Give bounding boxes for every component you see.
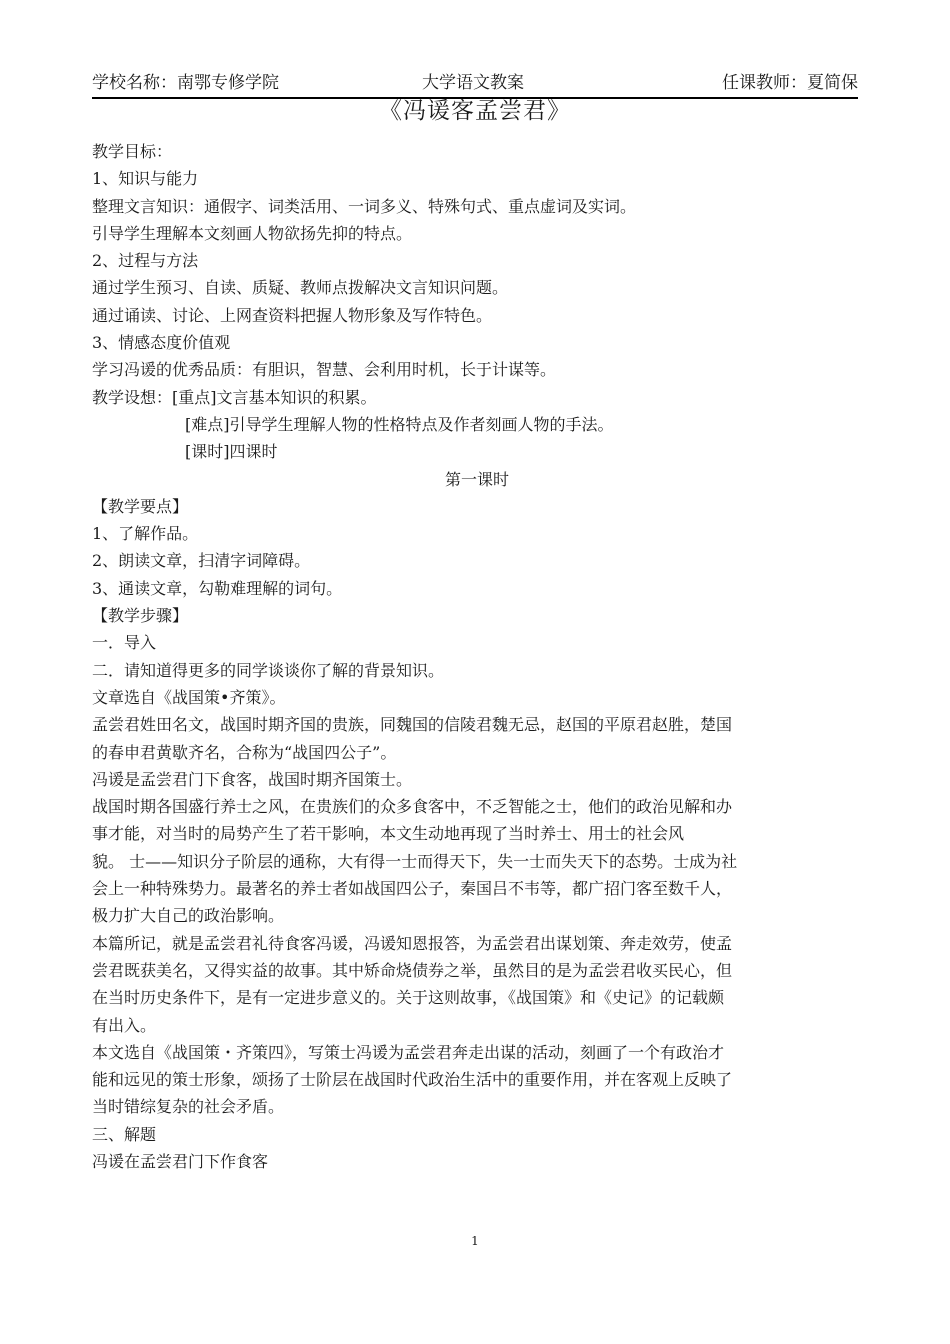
page-number: 1	[471, 1234, 479, 1248]
teaching-plan-key: 教学设想：[重点]文言基本知识的积累。	[92, 387, 377, 407]
section-heading: 教学目标：	[92, 142, 173, 161]
paragraph: 冯谖是孟尝君门下食客，战国时期齐国策士。	[92, 769, 413, 789]
step-heading: 三、解题	[92, 1124, 157, 1144]
list-item: 1、了解作品。	[92, 524, 199, 544]
course-name: 大学语文教案	[422, 73, 524, 93]
document-title: 《冯谖客孟尝君》	[379, 98, 571, 124]
lesson-heading: 第一课时	[444, 469, 509, 489]
paragraph: 貌。 士——知识分子阶层的通称，大有得一士而得天下，失一士而失天下的态势。士成为社	[92, 851, 738, 871]
paragraph: 会上一种特殊势力。最著名的养士者如战国四公子，秦国吕不韦等，都广招门客至数千人，	[92, 879, 733, 899]
list-item: 2、朗读文章，扫清字词障碍。	[92, 551, 311, 571]
paragraph: 能和远见的策士形象，颂扬了士阶层在战国时代政治生活中的重要作用，并在客观上反映了	[92, 1070, 733, 1090]
subheading: 1、知识与能力	[92, 169, 199, 189]
paragraph: 本文选自《战国策・齐策四》，写策士冯谖为孟尝君奔走出谋的活动，刻画了一个有政治才	[92, 1042, 725, 1062]
paragraph: 事才能，对当时的局势产生了若干影响，本文生动地再现了当时养士、用士的社会风	[92, 824, 685, 844]
teaching-plan-hours: [课时]四课时	[185, 442, 278, 462]
paragraph: 引导学生理解本文刻画人物欲扬先抑的特点。	[92, 223, 413, 243]
teaching-plan-difficulty: [难点]引导学生理解人物的性格特点及作者刻画人物的手法。	[185, 414, 614, 434]
paragraph: 冯谖在孟尝君门下作食客	[92, 1151, 269, 1171]
teacher-name: 任课教师：夏简保	[722, 73, 858, 93]
paragraph: 通过诵读、讨论、上网查资料把握人物形象及写作特色。	[92, 305, 493, 325]
document-body	[92, 138, 862, 1175]
school-name: 学校名称：南鄂专修学院	[92, 73, 279, 93]
subheading: 2、过程与方法	[92, 251, 199, 271]
paragraph: 本篇所记，就是孟尝君礼待食客冯谖，冯谖知恩报答，为孟尝君出谋划策、奔走效劳，使孟	[92, 933, 733, 953]
section-heading: 【教学步骤】	[92, 606, 189, 626]
paragraph: 的春申君黄歇齐名，合称为“战国四公子”。	[92, 742, 397, 762]
paragraph: 有出入。	[92, 1015, 157, 1035]
paragraph: 文章选自《战国策•齐策》。	[92, 687, 286, 707]
paragraph: 学习冯谖的优秀品质：有胆识，智慧、会利用时机，长于计谋等。	[92, 360, 557, 380]
list-item: 3、通读文章，勾勒难理解的词句。	[92, 578, 343, 598]
step-heading: 二．请知道得更多的同学谈谈你了解的背景知识。	[92, 660, 445, 680]
step-heading: 一．导入	[92, 633, 157, 653]
paragraph: 战国时期各国盛行养士之风，在贵族们的众多食客中，不乏智能之士，他们的政治见解和办	[92, 797, 733, 817]
subheading: 3、情感态度价值观	[92, 333, 231, 353]
paragraph: 孟尝君姓田名文，战国时期齐国的贵族，同魏国的信陵君魏无忌，赵国的平原君赵胜，楚国	[92, 715, 733, 735]
paragraph: 极力扩大自己的政治影响。	[92, 906, 285, 926]
section-heading: 【教学要点】	[92, 496, 189, 516]
paragraph: 当时错综复杂的社会矛盾。	[92, 1097, 285, 1117]
paragraph: 整理文言知识：通假字、词类活用、一词多义、特殊句式、重点虚词及实词。	[92, 196, 637, 216]
paragraph: 在当时历史条件下，是有一定进步意义的。关于这则故事，《战国策》和《史记》的记载颇	[92, 988, 725, 1008]
paragraph: 尝君既获美名，又得实益的故事。其中矫命烧债券之举，虽然目的是为孟尝君收买民心，但	[92, 960, 733, 980]
paragraph: 通过学生预习、自读、质疑、教师点拨解决文言知识问题。	[92, 278, 509, 298]
